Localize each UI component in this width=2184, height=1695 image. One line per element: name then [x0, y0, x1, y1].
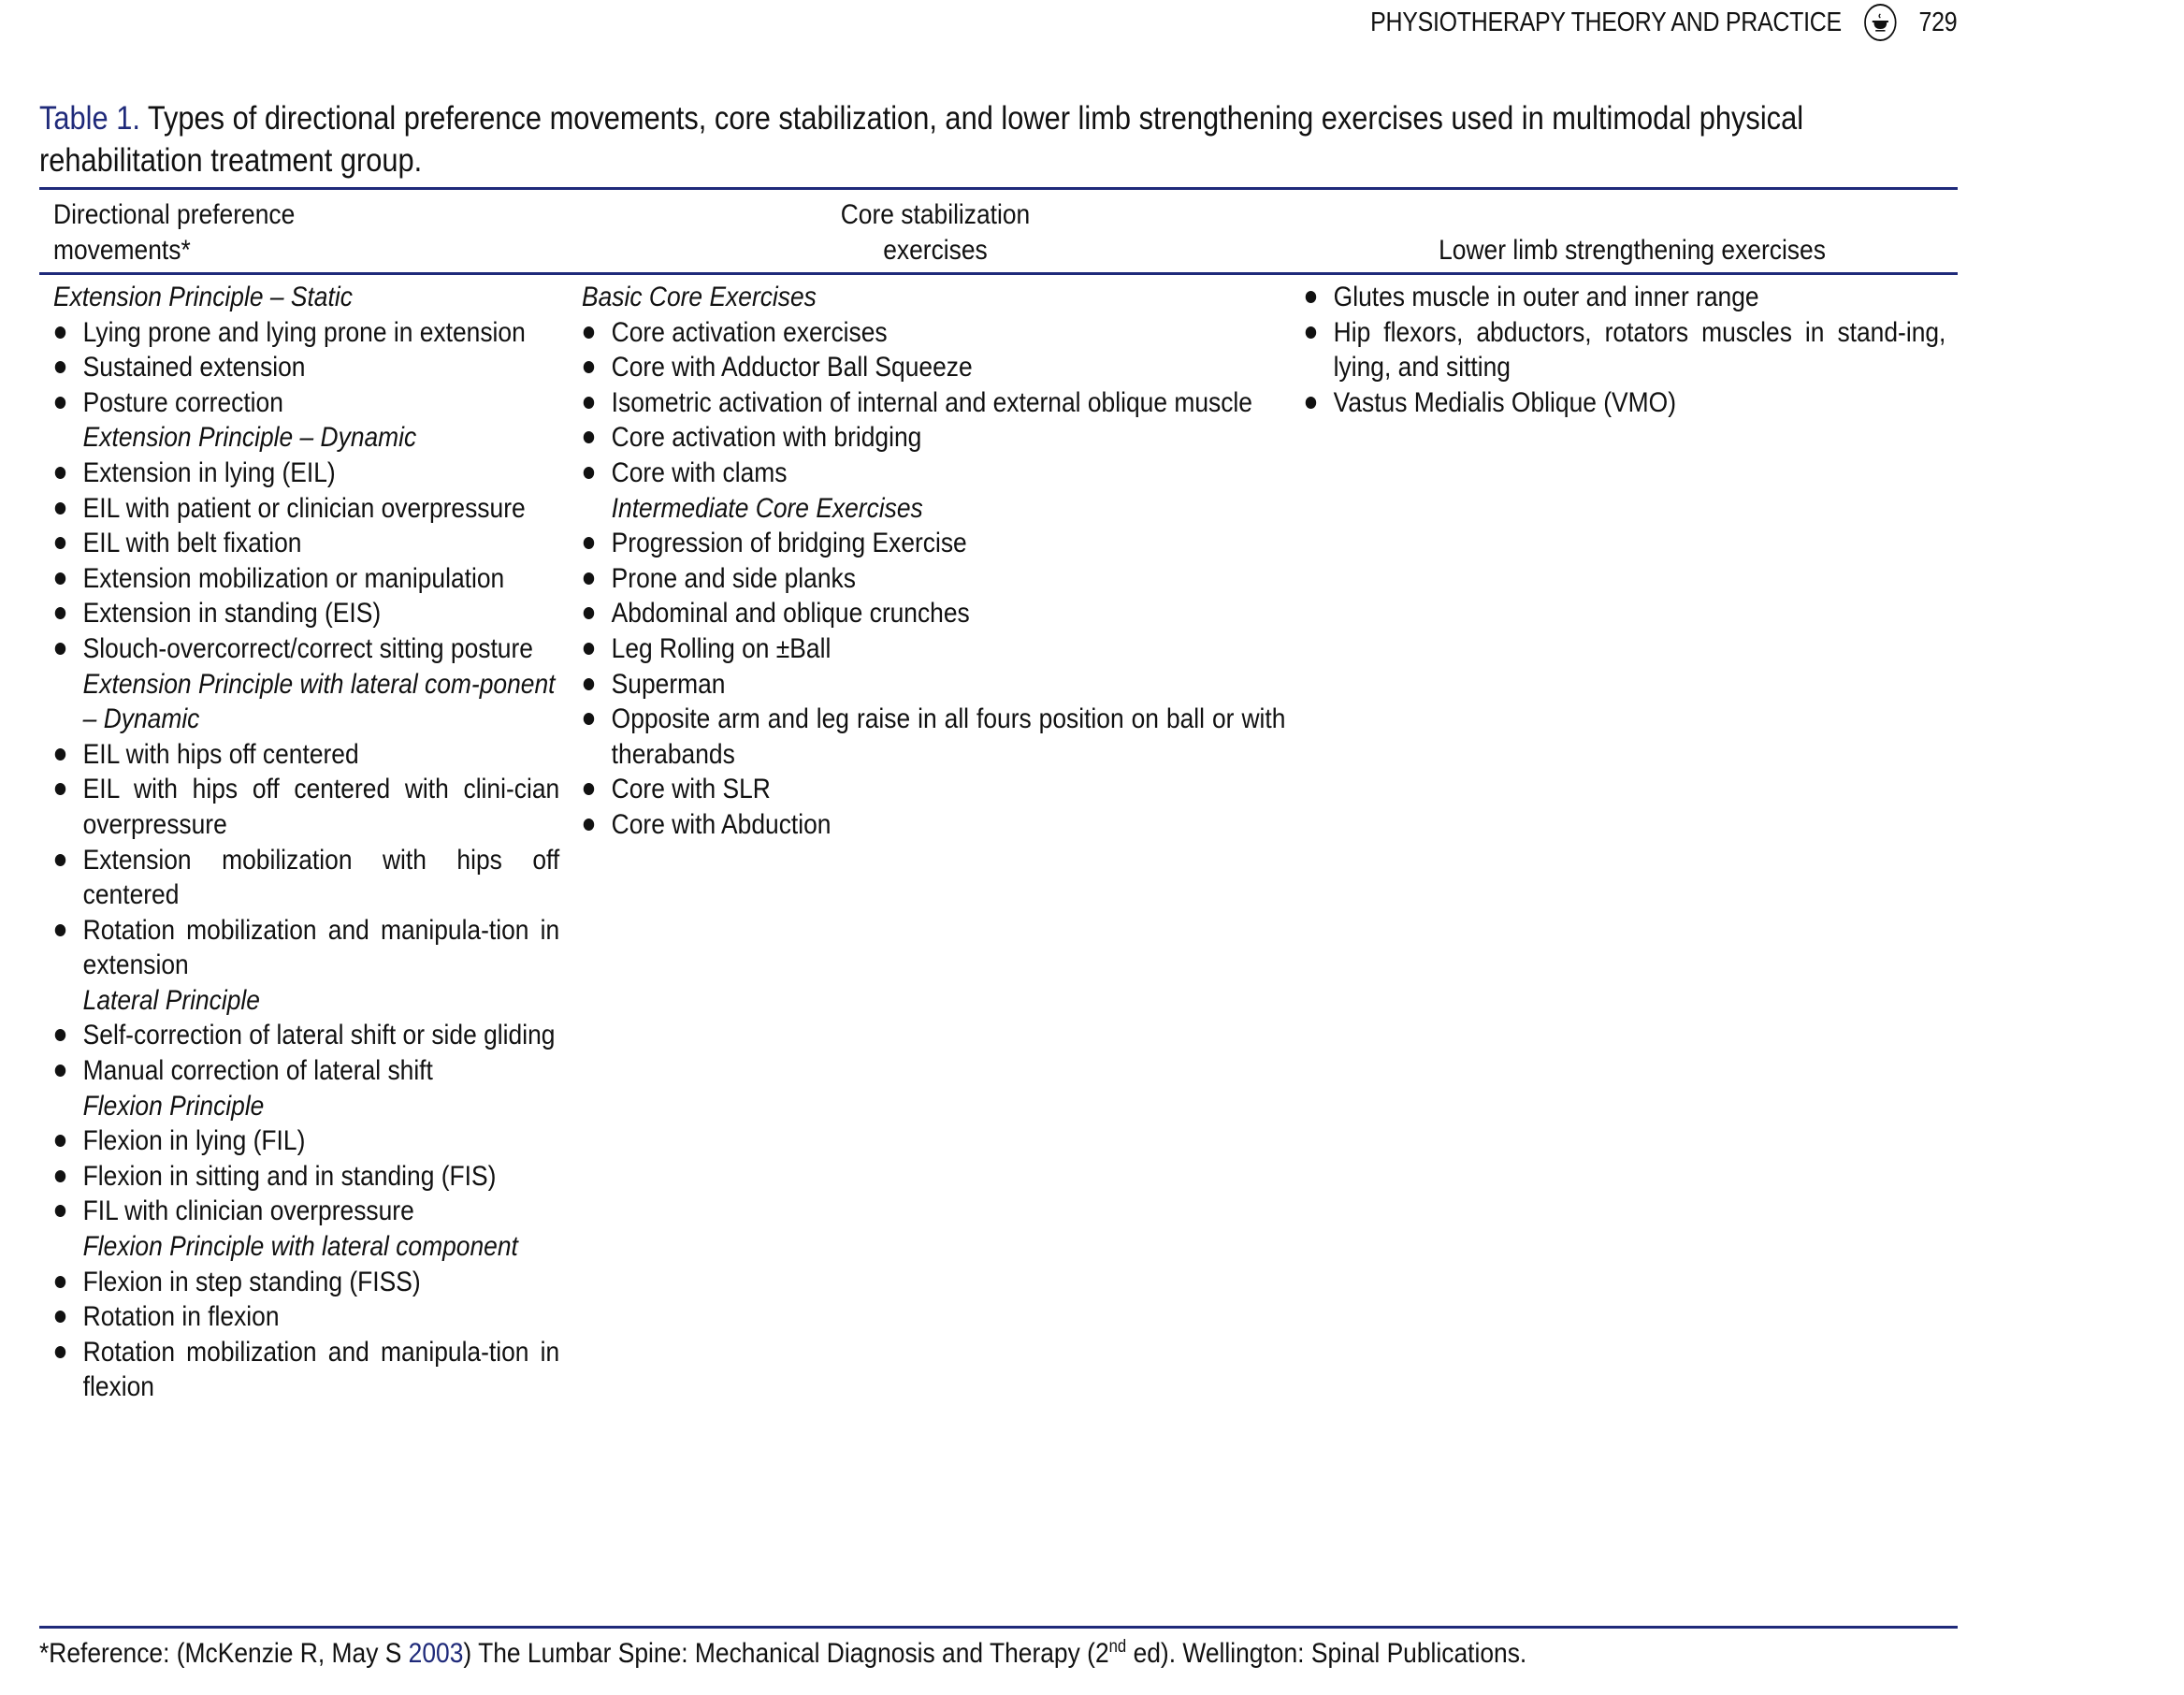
list-item	[53, 315, 559, 351]
bullet-icon	[55, 607, 65, 619]
list-item-text: Extension in lying (EIL)	[82, 456, 336, 488]
bullet-icon	[55, 1346, 65, 1358]
list-item-text: EIL with belt fixation	[82, 528, 302, 559]
footnote-suffix: ed). Wellington: Spinal Publications.	[1126, 1638, 1527, 1669]
list-item	[53, 561, 559, 597]
list-item	[582, 526, 1285, 561]
footnote-superscript: nd	[1108, 1637, 1127, 1657]
list-item-text: EIL with patient or clinician overpressure	[82, 492, 526, 524]
list-item-text: Extension mobilization with hips off centered	[82, 844, 560, 911]
list-item-text: Posture correction	[82, 386, 283, 418]
list-item-text: Extension mobilization or manipulation	[82, 562, 505, 594]
column-header-text: Directional preference movements*	[53, 199, 296, 266]
bullet-icon	[1306, 397, 1316, 409]
bullet-icon	[584, 678, 594, 690]
caption-text: Types of directional preference movements, core stabilization, and lower limb strengthening exercises used in multimodal physical rehabilitation treatment group.	[39, 100, 1804, 179]
list-item	[582, 561, 1285, 597]
column-header-directional	[53, 197, 465, 268]
bullet-icon	[55, 1135, 65, 1147]
bullet-icon	[584, 713, 594, 725]
bullet-icon	[55, 537, 65, 549]
list-item-text: Lying prone and lying prone in extension	[82, 316, 526, 348]
bullet-icon	[55, 502, 65, 514]
list-item	[582, 350, 1285, 385]
bullet-icon	[55, 1276, 65, 1288]
bullet-icon	[584, 397, 594, 409]
column-header-text: Core stabilization exercises	[840, 199, 1031, 266]
section-subheading: Lateral Principle	[82, 984, 260, 1016]
bullet-icon	[1306, 326, 1316, 339]
bullet-icon	[55, 1170, 65, 1182]
list-item-text: Flexion in lying (FIL)	[82, 1125, 306, 1157]
list-item-text: Hip flexors, abductors, rotators muscles in stand-ing, lying, and sitting	[1333, 316, 1946, 384]
list-item-text: Rotation mobilization and manipula-tion in flexion	[82, 1336, 560, 1403]
table-label: Table 1.	[39, 100, 140, 137]
list-item-text: Superman	[611, 668, 726, 700]
list-item-text: Extension in standing (EIS)	[82, 598, 382, 630]
list-item-text: Abdominal and oblique crunches	[611, 598, 970, 630]
list-item-text: Manual correction of lateral shift	[82, 1055, 433, 1087]
section-subheading: Flexion Principle	[82, 1090, 265, 1122]
list-item-text: EIL with hips off centered with clini-cian overpressure	[82, 774, 560, 840]
list-item-text: Rotation mobilization and manipula-tion in extension	[82, 914, 560, 981]
bullet-icon	[584, 537, 594, 549]
column-core-stabilization	[582, 280, 1396, 843]
table-caption	[39, 97, 1957, 181]
bullet-icon	[55, 783, 65, 795]
bullet-icon	[55, 572, 65, 585]
bullet-icon	[584, 572, 594, 585]
bullet-icon	[55, 643, 65, 655]
list-item-text: Flexion in step standing (FISS)	[82, 1266, 421, 1297]
list-item-text: Core with Abduction	[611, 808, 832, 840]
list-item	[582, 772, 1285, 807]
reference-year-link[interactable]: 2003	[408, 1638, 464, 1669]
bullet-icon	[55, 361, 65, 373]
column-lower-limb-list	[1304, 280, 1945, 420]
list-item	[53, 631, 559, 667]
list-item-text: FIL with clinician overpressure	[82, 1195, 414, 1227]
bullet-icon	[55, 467, 65, 479]
column-header-core	[795, 197, 1076, 268]
list-item-text: EIL with hips off centered	[82, 738, 359, 770]
list-item-text: Rotation in flexion	[82, 1301, 280, 1333]
bullet-icon	[55, 854, 65, 866]
list-item	[53, 491, 559, 527]
list-item	[53, 596, 559, 631]
page-number: 729	[1918, 7, 1957, 37]
list-item	[582, 807, 1285, 843]
list-item-text: Opposite arm and leg raise in all fours position on ball or with therabands	[611, 703, 1286, 770]
bullet-icon	[55, 397, 65, 409]
list-item	[53, 1159, 559, 1195]
column-lower-limb	[1304, 280, 2052, 420]
list-item	[53, 913, 559, 983]
bullet-icon	[55, 1065, 65, 1077]
bullet-icon	[584, 467, 594, 479]
list-item	[53, 456, 559, 491]
list-item-text: Slouch-overcorrect/correct sitting posture	[82, 632, 533, 664]
list-item-text: Isometric activation of internal and external oblique muscle	[611, 386, 1252, 418]
list-item-text: Core with Adductor Ball Squeeze	[611, 352, 973, 384]
section-heading: Extension Principle – Static	[53, 282, 353, 312]
bullet-icon	[55, 1311, 65, 1323]
footnote-middle: ) The Lumbar Spine: Mechanical Diagnosis and Therapy (2	[463, 1638, 1109, 1669]
bullet-icon	[584, 607, 594, 619]
column-directional-preference	[53, 280, 633, 1405]
running-header	[1370, 2, 1957, 43]
list-item	[53, 1053, 559, 1089]
list-item-text: Vastus Medialis Oblique (VMO)	[1333, 386, 1676, 418]
list-item	[53, 1265, 559, 1300]
list-item	[53, 1299, 559, 1335]
list-item	[582, 702, 1285, 772]
column-directional-list	[53, 280, 559, 1405]
list-item	[582, 385, 1285, 421]
table-header-rule	[39, 272, 1958, 275]
list-item-text: Core with SLR	[611, 774, 771, 805]
bullet-icon	[584, 326, 594, 339]
list-item	[53, 737, 559, 773]
list-item	[1304, 280, 1945, 315]
list-item	[582, 667, 1285, 703]
journal-title: PHYSIOTHERAPY THEORY AND PRACTICE	[1369, 7, 1842, 37]
bullet-icon	[55, 1205, 65, 1217]
list-item	[582, 596, 1285, 631]
list-item-text: Progression of bridging Exercise	[611, 528, 967, 559]
list-item	[582, 456, 1285, 491]
list-item-text: Sustained extension	[82, 352, 306, 384]
list-item-text: Core with clams	[611, 456, 788, 488]
column-header-lower-limb	[1309, 233, 1955, 268]
column-core-list	[582, 280, 1285, 843]
list-item	[1304, 315, 1945, 385]
bullet-icon	[55, 1029, 65, 1041]
list-item-text: Prone and side planks	[611, 562, 856, 594]
list-item	[53, 843, 559, 913]
list-item-text: Glutes muscle in outer and inner range	[1333, 282, 1759, 312]
list-item	[582, 631, 1285, 667]
list-item	[53, 1018, 559, 1053]
list-item-text: Core activation exercises	[611, 316, 888, 348]
section-heading: Basic Core Exercises	[582, 282, 817, 312]
list-item-text: Self-correction of lateral shift or side gliding	[82, 1020, 556, 1051]
list-item	[53, 1123, 559, 1159]
section-subheading: Flexion Principle with lateral component	[82, 1231, 518, 1263]
bullet-icon	[55, 924, 65, 936]
bullet-icon	[55, 326, 65, 339]
list-item	[1304, 385, 1945, 421]
table-top-rule	[39, 187, 1958, 190]
list-item	[53, 772, 559, 842]
bullet-icon	[55, 748, 65, 761]
bullet-icon	[584, 361, 594, 373]
list-item-text: Leg Rolling on ±Ball	[611, 632, 832, 664]
section-subheading: Extension Principle – Dynamic	[82, 422, 417, 454]
list-item	[53, 526, 559, 561]
table-bottom-rule	[39, 1626, 1958, 1629]
bullet-icon	[584, 431, 594, 443]
bullet-icon	[584, 783, 594, 795]
table-footnote	[39, 1635, 1526, 1673]
list-item-text: Flexion in sitting and in standing (FIS)	[82, 1160, 497, 1192]
list-item	[582, 420, 1285, 456]
bullet-icon	[584, 819, 594, 831]
list-item	[53, 1194, 559, 1229]
section-subheading: Extension Principle with lateral com-ponent – Dynamic	[82, 668, 556, 735]
footnote-prefix: *Reference: (McKenzie R, May S	[39, 1638, 409, 1669]
list-item	[53, 350, 559, 385]
bullet-icon	[1306, 291, 1316, 303]
list-item	[53, 385, 559, 421]
list-item-text: Core activation with bridging	[611, 422, 922, 454]
bullet-icon	[584, 643, 594, 655]
section-subheading: Intermediate Core Exercises	[611, 492, 923, 524]
list-item	[53, 1335, 559, 1405]
list-item	[582, 315, 1285, 351]
column-header-text: Lower limb strengthening exercises	[1439, 235, 1826, 266]
teacup-logo-icon	[1864, 4, 1896, 41]
